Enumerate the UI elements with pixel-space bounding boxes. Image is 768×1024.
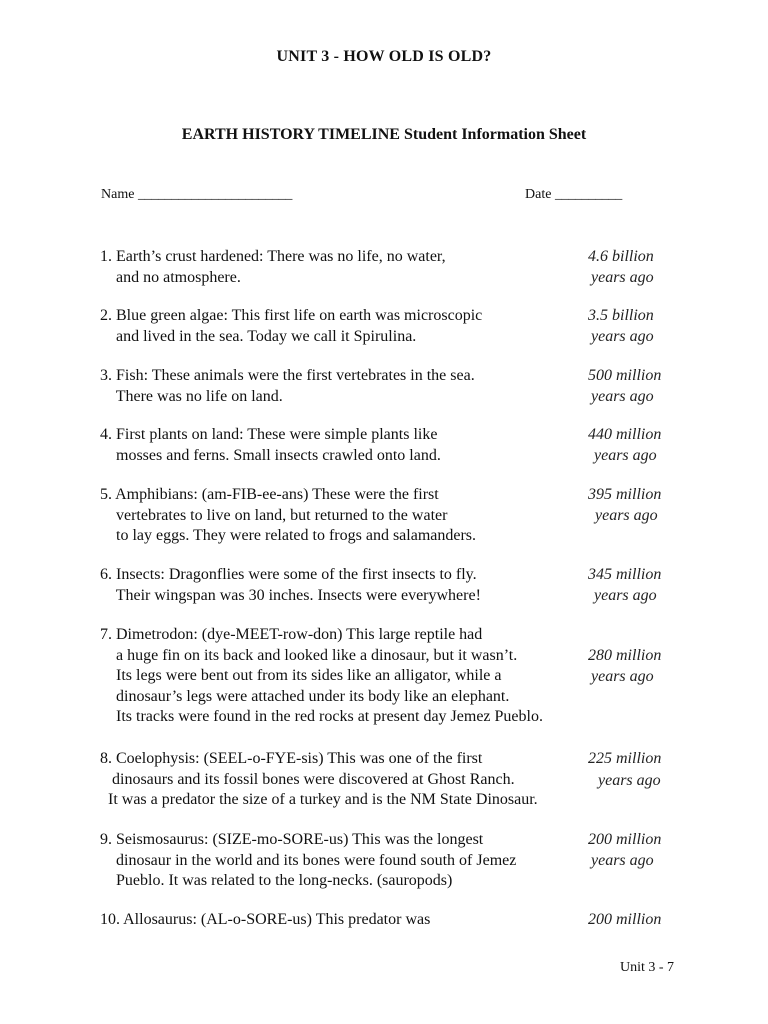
- entry-age-unit: years ago: [591, 328, 654, 345]
- date-blank: __________: [554, 187, 622, 202]
- entry-text-line: to lay eggs. They were related to frogs and salamanders.: [100, 527, 477, 544]
- name-label: Name: [101, 187, 135, 202]
- entry-text-line: 1. Earth’s crust hardened: There was no life, no water,: [100, 248, 446, 265]
- entry-text-line: 2. Blue green algae: This first life on earth was microscopic: [100, 307, 483, 324]
- entry-text-line: a huge fin on its back and looked like a dinosaur, but it wasn’t.: [100, 646, 518, 664]
- entry-age-value: 200 million: [588, 911, 662, 928]
- entry-age-value: 280 million: [588, 647, 662, 664]
- entry-age-value: 3.5 billion: [588, 307, 654, 324]
- date-label: Date: [525, 187, 552, 202]
- page-subtitle: EARTH HISTORY TIMELINE Student Information Sheet: [181, 126, 587, 143]
- name-blank: _______________________: [137, 187, 293, 202]
- entry-age-unit: years ago: [591, 852, 654, 869]
- entry-text-line: dinosaurs and its fossil bones were discovered at Ghost Ranch.: [100, 770, 515, 788]
- entry-text-line: Their wingspan was 30 inches. Insects were everywhere!: [100, 586, 481, 604]
- entry-text-line: There was no life on land.: [100, 387, 283, 405]
- entry-text-line: 5. Amphibians: (am-FIB-ee-ans) These were the first: [100, 486, 439, 503]
- entry-age-unit: years ago: [591, 269, 654, 286]
- entry-age-unit: years ago: [591, 668, 654, 685]
- entry-text-line: 9. Seismosaurus: (SIZE-mo-SORE-us) This was the longest: [100, 831, 484, 848]
- name-field: [101, 187, 292, 203]
- entry-age-value: 500 million: [588, 367, 662, 384]
- entry-text-line: It was a predator the size of a turkey and is the NM State Dinosaur.: [100, 791, 538, 808]
- entry-text-line: Its tracks were found in the red rocks at present day Jemez Pueblo.: [100, 708, 543, 725]
- entry-age-value: 395 million: [588, 486, 662, 503]
- entry-text-line: mosses and ferns. Small insects crawled onto land.: [100, 446, 441, 464]
- entry-text-line: 10. Allosaurus: (AL-o-SORE-us) This predator was: [100, 911, 431, 928]
- entry-text-line: and lived in the sea. Today we call it Spirulina.: [100, 327, 417, 345]
- entry-text-line: and no atmosphere.: [100, 268, 241, 286]
- page-title: UNIT 3 - HOW OLD IS OLD?: [276, 48, 492, 65]
- entry-age-value: 200 million: [588, 831, 662, 848]
- entry-text-line: 6. Insects: Dragonflies were some of the first insects to fly.: [100, 566, 477, 583]
- entry-age-value: 225 million: [588, 750, 662, 767]
- entry-age-value: 4.6 billion: [588, 248, 654, 265]
- entry-age-unit: years ago: [594, 447, 657, 464]
- entry-age-unit: years ago: [594, 587, 657, 604]
- entry-text-line: Its legs were bent out from its sides like an alligator, while a: [100, 667, 502, 684]
- entry-age-value: 440 million: [588, 426, 662, 443]
- date-field: [525, 187, 622, 203]
- entry-text-line: 8. Coelophysis: (SEEL-o-FYE-sis) This was one of the first: [100, 750, 483, 767]
- entry-text-line: dinosaur in the world and its bones were found south of Jemez: [100, 851, 517, 869]
- entry-age-value: 345 million: [588, 566, 662, 583]
- entry-text-line: dinosaur’s legs were attached under its body like an elephant.: [100, 687, 510, 705]
- page-number: Unit 3 - 7: [620, 960, 675, 975]
- entry-text-line: 7. Dimetrodon: (dye-MEET-row-don) This large reptile had: [100, 626, 483, 643]
- entry-age-unit: years ago: [595, 507, 658, 524]
- entry-text-line: 4. First plants on land: These were simple plants like: [100, 426, 438, 443]
- entry-text-line: Pueblo. It was related to the long-necks. (sauropods): [100, 872, 453, 889]
- entry-age-unit: years ago: [598, 772, 661, 789]
- entry-text-line: vertebrates to live on land, but returned to the water: [100, 506, 448, 524]
- entry-age-unit: years ago: [591, 388, 654, 405]
- entry-text-line: 3. Fish: These animals were the first vertebrates in the sea.: [100, 367, 475, 384]
